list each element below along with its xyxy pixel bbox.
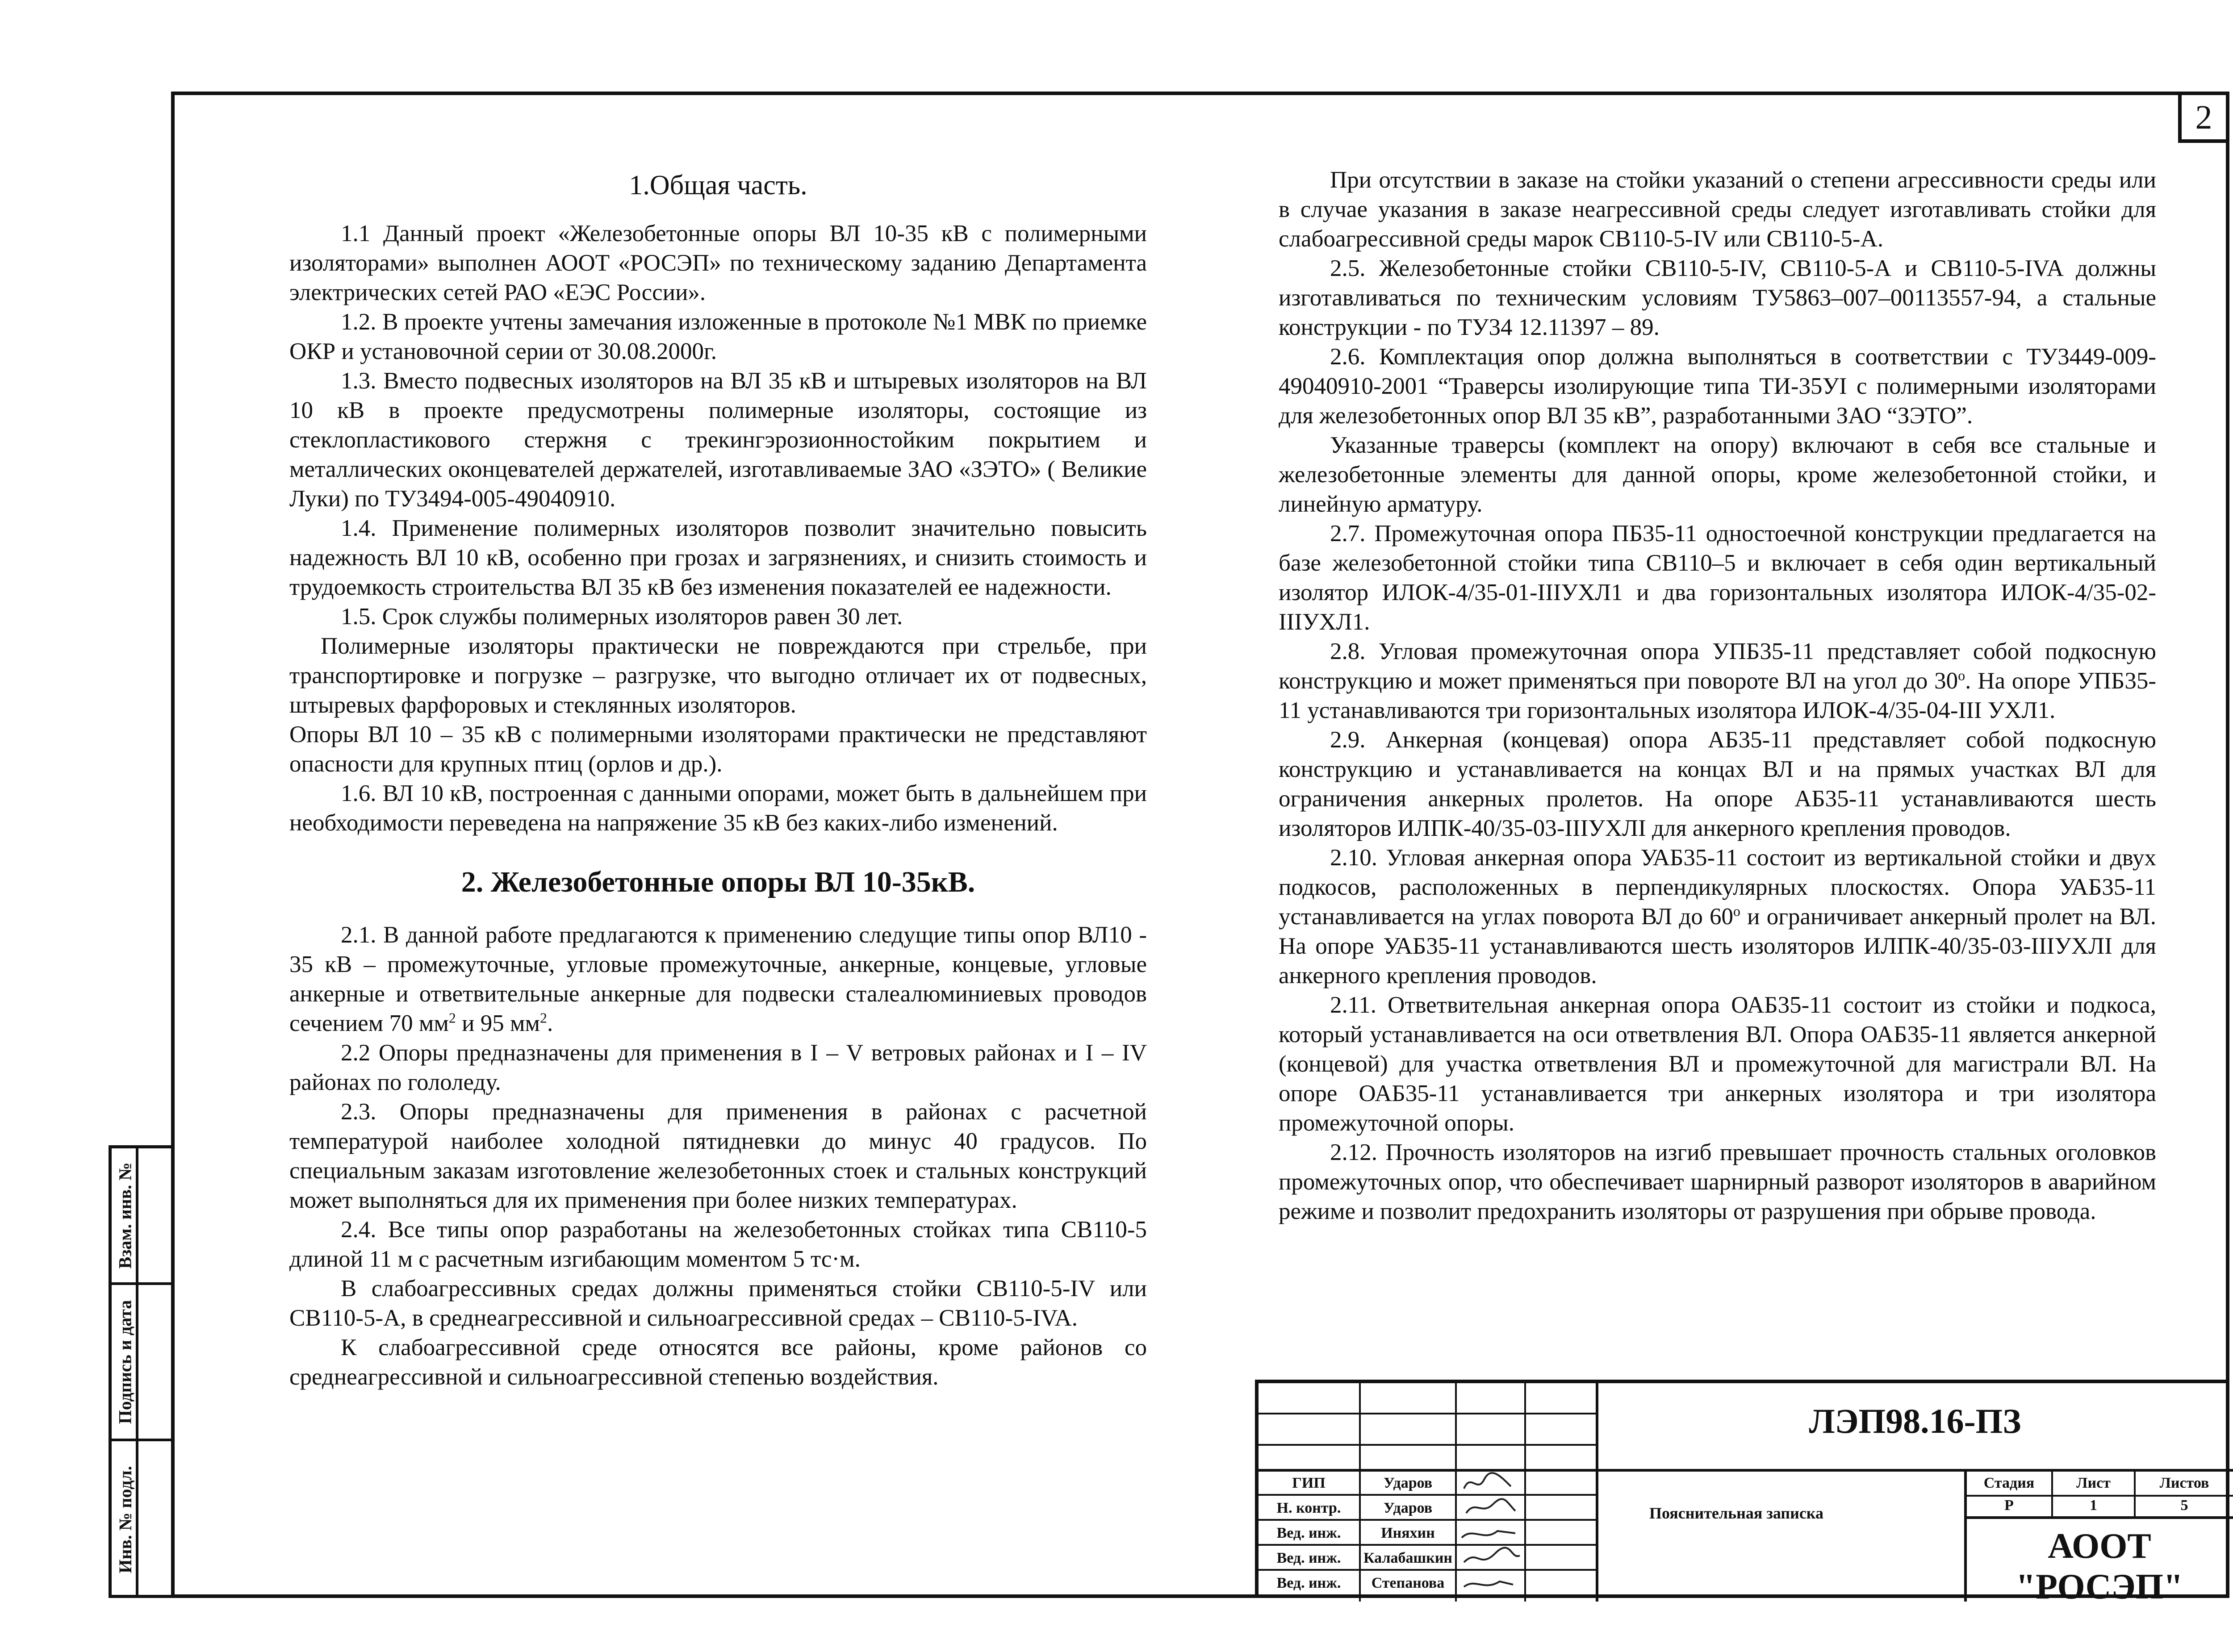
paragraph-2-9: 2.9. Анкерная (концевая) опора АБ35-11 представляет собой подкосную конструкцию и устанавливается на концах ВЛ и на прямых участках ВЛ для ограничения анкерных пролетов. На опоре АБ35-11 устанавливаются шесть изоляторов ИЛПК-40/35-03-IIIУХЛI для анкерного крепления проводов. xyxy=(1279,727,2156,841)
paragraph-2-2: 2.2 Опоры предназначены для применения в I – V ветровых районах и I – IV районах по гололеду. xyxy=(289,1040,1147,1095)
sheets-value: 5 xyxy=(2180,1497,2188,1514)
paragraph-1-5b: Полимерные изоляторы практически не повреждаются при стрельбе, при транспортировке и погрузке – разгрузке, что выгодно отличает их от подвесных, штыревых фарфоровых и стеклянных изоляторов. xyxy=(289,633,1147,718)
paragraph-agressive: При отсутствии в заказе на стойки указаний о степени агрессивности среды или в случае указания в заказе неагрессивной среды следует изготавливать стойки для слабоагрессивной среды марок СВ110-5-IV или СВ110-5-А. xyxy=(1279,167,2156,252)
name-nkontr: Ударов xyxy=(1383,1500,1433,1516)
page-number: 2 xyxy=(2178,92,2229,143)
document-code: ЛЭП98.16-ПЗ xyxy=(1809,1402,2021,1440)
paragraph-1-1: 1.1 Данный проект «Железобетонные опоры ВЛ 10-35 кВ с полимерными изоляторами» выполнен АООТ «РОСЭП» по техническому заданию Департамента электрических сетей РАО «ЕЭС России». xyxy=(289,221,1147,305)
stage-value: Р xyxy=(2004,1497,2014,1514)
name-ved-inzh-2: Калабашкин xyxy=(1363,1550,1453,1566)
paragraph-2-12: 2.12. Прочность изоляторов на изгиб превышает прочность стальных оголовков промежуточных опор, что обеспечивает шарнирный разворот изоляторов в аварийном режиме и позволит предохранить изоляторы от разрушения при обрыве провода. xyxy=(1279,1139,2156,1224)
sheet-value: 1 xyxy=(2090,1497,2097,1514)
paragraph-2-6b: Указанные траверсы (комплект на опору) включают в себя все стальные и железобетонные элементы для данной опоры, кроме железобетонной стойки, и линейную арматуру. xyxy=(1279,432,2156,517)
section-1-heading: 1.Общая часть. xyxy=(629,170,807,200)
role-gip: ГИП xyxy=(1292,1475,1326,1491)
paragraph-2-4c: К слабоагрессивной среде относятся все районы, кроме районов со среднеагрессивной и сильноагрессивной степенью воздействия. xyxy=(289,1335,1147,1390)
paragraph-2-4b: В слабоагрессивных средах должны применяться стойки СВ110-5-IV или СВ110-5-А, в среднеагрессивной и сильноагрессивной средах – СВ110-5-IVA. xyxy=(289,1276,1147,1331)
role-ved-inzh-3: Вед. инж. xyxy=(1276,1575,1341,1591)
role-nkontr: Н. контр. xyxy=(1276,1500,1341,1516)
paragraph-1-5: 1.5. Срок службы полимерных изоляторов равен 30 лет. xyxy=(341,604,903,630)
left-stamp-strip xyxy=(109,1145,175,1598)
stage-label: Стадия xyxy=(1983,1475,2035,1491)
role-ved-inzh-1: Вед. инж. xyxy=(1276,1525,1341,1541)
left-text-column xyxy=(289,165,1147,1392)
paragraph-2-7: 2.7. Промежуточная опора ПБ35-11 одностоечной конструкции предлагается на базе железобетонной стойки типа СВ110–5 и включает в себя один вертикальный изолятор ИЛОК-4/35-01-IIIУХЛ1 и два горизонтальных изолятора ИЛОК-4/35-02-IIIУХЛ1. xyxy=(1279,521,2156,635)
role-ved-inzh-2: Вед. инж. xyxy=(1276,1550,1341,1566)
signatures xyxy=(1457,1471,1524,1600)
paragraph-2-6: 2.6. Комплектация опор должна выполняться в соответствии с ТУ3449-009-49040910-2001 “Траверсы изолирующие типа ТИ-35УI с полимерными изоляторами для железобетонных опор ВЛ 35 кВ”, разработанными ЗАО “ЗЭТО”. xyxy=(1279,344,2156,429)
paragraph-1-6: 1.6. ВЛ 10 кВ, построенная с данными опорами, может быть в дальнейшем при необходимости переведена на напряжение 35 кВ без каких-либо изменений. xyxy=(289,780,1147,836)
paragraph-1-3: 1.3. Вместо подвесных изоляторов на ВЛ 35 кВ и штыревых изоляторов на ВЛ 10 кВ в проекте предусмотрены полимерные изоляторы, состоящие из стеклопластикового стержня с трекингэрозионностойким покрытием и металлических оконцевателей держателей, изготавливаемые ЗАО «ЗЭТО» ( Великие Луки) по ТУ3494-005-49040910. xyxy=(289,368,1147,512)
name-gip: Ударов xyxy=(1383,1475,1433,1491)
paragraph-2-4: 2.4. Все типы опор разработаны на железобетонных стойках типа СВ110-5 длиной 11 м с расчетным изгибающим моментом 5 тс·м. xyxy=(289,1217,1147,1272)
paragraph-2-3: 2.3. Опоры предназначены для применения в районах с расчетной температурой наиболее холодной пятидневки до минус 40 градусов. По специальным заказам изготовление железобетонных стоек и стальных конструкций может выполняться для их применения при более низких температурах. xyxy=(289,1099,1147,1213)
title-block xyxy=(1255,1380,2229,1606)
document-name: Пояснительная записка xyxy=(1649,1504,1824,1522)
right-text-column xyxy=(1279,165,2156,1226)
organization-name: АООТ "РОСЭП" xyxy=(2016,1527,2183,1606)
paragraph-2-11: 2.11. Ответвительная анкерная опора ОАБ35-11 состоит из стойки и подкоса, который устанавливается на оси ответвления ВЛ. Опора ОАБ35-11 является анкерной (концевой) для участка ответвления ВЛ и промежуточной для магистрали ВЛ. На опоре ОАБ35-11 устанавливается три анкерных изолятора и три изолятора промежуточной опоры. xyxy=(1279,992,2156,1136)
sheet-label: Лист xyxy=(2076,1475,2111,1491)
paragraph-1-5c: Опоры ВЛ 10 – 35 кВ с полимерными изоляторами практически не представляют опасности для крупных птиц (орлов и др.). xyxy=(289,722,1147,777)
name-ved-inzh-3: Степанова xyxy=(1371,1575,1445,1591)
podpis-data-label: Подпись и дата xyxy=(115,1300,135,1424)
paragraph-2-8: 2.8. Угловая промежуточная опора УПБ35-11 представляет собой подкосную конструкцию и может применяться при повороте ВЛ на угол до 30$^o$. На опоре УПБ35-11 устанавливаются три горизонтальных изолятора ИЛОК-4/35-04-III УХЛ1. xyxy=(1279,638,2156,723)
section-2-heading: 2. Железобетонные опоры ВЛ 10-35кВ. xyxy=(461,866,975,898)
paragraph-2-10: 2.10. Угловая анкерная опора УАБ35-11 состоит из вертикальной стойки и двух подкосов, расположенных в перпендикулярных плоскостях. Опора УАБ35-11 устанавливается на углах поворота ВЛ до 60$^o$ и ограничивает анкерный пролет на ВЛ. На опоре УАБ35-11 устанавливаются шесть изоляторов ИЛПК-40/35-03-IIIУХЛI для анкерного крепления проводов. xyxy=(1279,845,2157,989)
paragraph-1-4: 1.4. Применение полимерных изоляторов позволит значительно повысить надежность ВЛ 10 кВ, особенно при грозах и загрязнениях, и снизить стоимость и трудоемкость строительства ВЛ 35 кВ без изменения показателей ее надежности. xyxy=(289,515,1147,600)
paragraph-2-5: 2.5. Железобетонные стойки СВ110-5-IV, СВ110-5-А и СВ110-5-IVA должны изготавливаться по техническим условиям ТУ5863–007–00113557-94, а стальные конструкции - по ТУ34 12.11397 – 89. xyxy=(1279,255,2156,340)
paragraph-2-1: 2.1. В данной работе предлагаются к применению следущие типы опор ВЛ10 - 35 кВ – промежуточные, угловые промежуточные, анкерные, концевые, угловые анкерные и ответвительные анкерные для подвески сталеалюминиевых проводов сечением 70 $мм^2$ и 95 $мм^2$. xyxy=(289,922,1147,1036)
vzam-inv-label: Взам. инв. № xyxy=(115,1162,135,1268)
sheets-label: Листов xyxy=(2159,1475,2209,1491)
paragraph-1-2: 1.2. В проекте учтены замечания изложенные в протоколе №1 МВК по приемке ОКР и установочной серии от 30.08.2000г. xyxy=(289,309,1147,364)
inv-podl-label: Инв. № подл. xyxy=(115,1465,135,1573)
name-ved-inzh-1: Иняхин xyxy=(1381,1525,1435,1541)
